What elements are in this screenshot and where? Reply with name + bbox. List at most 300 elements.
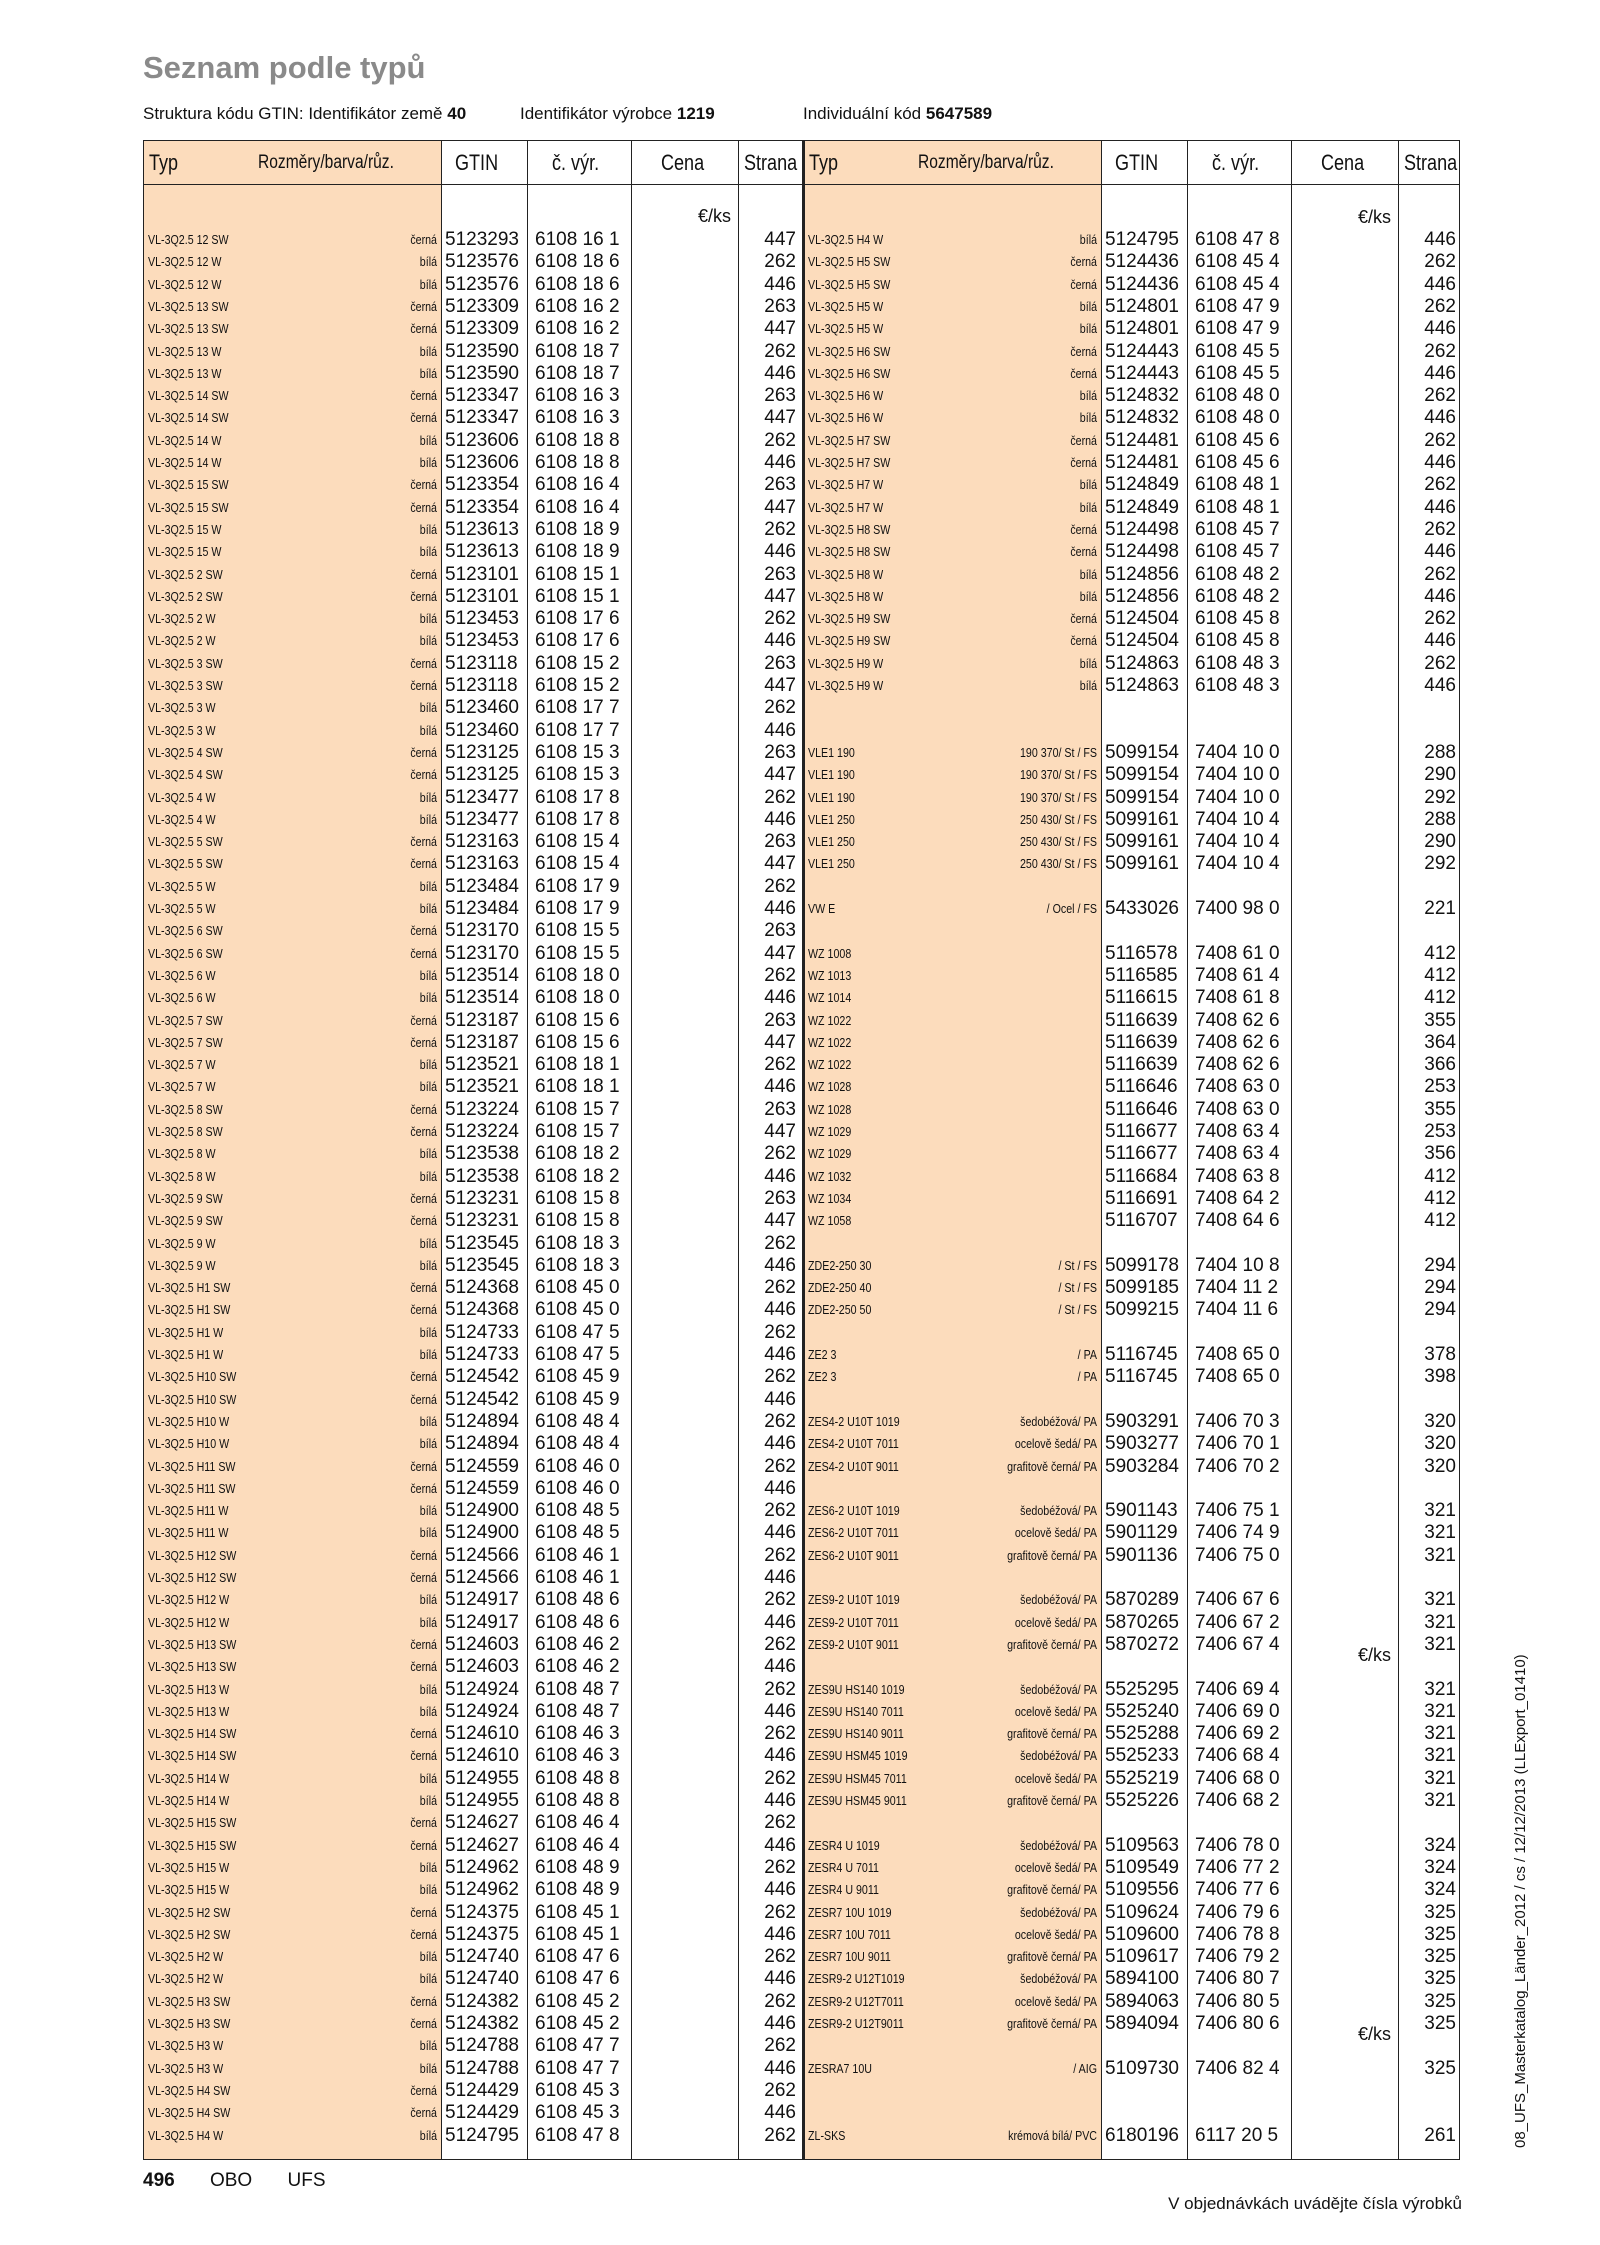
cell-typ: VL-3Q2.5 2 SW xyxy=(148,588,223,604)
cell-typ: VL-3Q2.5 H10 W xyxy=(148,1413,230,1429)
price-unit-label: €/ks xyxy=(1357,2024,1391,2045)
cell-rozmery: šedobéžová/ PA xyxy=(1020,1503,1097,1519)
cell-rozmery: šedobéžová/ PA xyxy=(1020,1592,1097,1608)
cell-typ: VL-3Q2.5 15 W xyxy=(148,521,222,537)
cell-gtin: 5123170 xyxy=(445,920,519,942)
cell-typ: WZ 1028 xyxy=(808,1101,852,1117)
cell-gtin: 5116684 xyxy=(1105,1165,1178,1187)
cell-typ: VL-3Q2.5 H3 W xyxy=(148,2038,224,2054)
cell-gtin: 5116646 xyxy=(1105,1098,1178,1120)
cell-strana: 294 xyxy=(1424,1254,1456,1276)
cell-cislo: 6108 45 7 xyxy=(1195,518,1280,540)
cell-rozmery: černá xyxy=(410,1012,437,1028)
header-typ: Typ xyxy=(809,150,839,175)
cell-rozmery: černá xyxy=(410,2105,437,2121)
cell-strana: 262 xyxy=(764,340,796,362)
cell-gtin: 5124962 xyxy=(445,1856,519,1878)
cell-rozmery: černá xyxy=(410,1748,437,1764)
cell-rozmery: grafitově černá/ PA xyxy=(1007,1882,1097,1898)
cell-typ: VL-3Q2.5 6 W xyxy=(148,990,216,1006)
cell-typ: ZESR7 10U 1019 xyxy=(808,1904,892,1920)
cell-cislo: 7404 10 0 xyxy=(1195,786,1280,808)
cell-strana: 447 xyxy=(764,764,796,786)
cell-strana: 262 xyxy=(764,1455,796,1477)
cell-typ: ZE2 3 xyxy=(808,1347,837,1362)
cell-typ: VL-3Q2.5 H11 W xyxy=(148,1503,229,1519)
cell-strana: 262 xyxy=(764,1500,796,1522)
cell-rozmery: černá xyxy=(410,923,437,939)
cell-typ: VL-3Q2.5 4 SW xyxy=(148,767,223,783)
cell-cislo: 6108 17 8 xyxy=(535,808,620,830)
cell-strana: 262 xyxy=(764,1232,796,1254)
cell-gtin: 5124443 xyxy=(1105,340,1179,362)
cell-rozmery: bílá xyxy=(419,1079,437,1095)
cell-cislo: 6108 18 9 xyxy=(535,541,620,563)
cell-rozmery: černá xyxy=(410,321,437,337)
cell-typ: WZ 1022 xyxy=(808,1034,852,1050)
cell-gtin: 5124917 xyxy=(445,1589,519,1611)
cell-strana: 262 xyxy=(764,1678,796,1700)
cell-strana: 446 xyxy=(764,1433,796,1455)
cell-typ: VL-3Q2.5 H3 W xyxy=(148,2060,224,2076)
cell-strana: 446 xyxy=(764,1567,796,1588)
cell-strana: 263 xyxy=(764,920,796,942)
cell-strana: 447 xyxy=(764,229,796,250)
cell-rozmery: ocelově šedá/ PA xyxy=(1014,1436,1097,1452)
cell-cislo: 6108 45 2 xyxy=(535,2013,620,2034)
cell-gtin: 5901143 xyxy=(1105,1500,1178,1522)
cell-cislo: 6108 46 4 xyxy=(535,1812,620,1834)
cell-cislo: 6108 16 4 xyxy=(535,474,620,496)
cell-typ: WZ 1014 xyxy=(808,990,852,1006)
cell-cislo: 6108 16 3 xyxy=(535,385,620,407)
cell-strana: 366 xyxy=(1424,1054,1456,1076)
cell-cislo: 6108 18 3 xyxy=(535,1254,620,1276)
cell-strana: 325 xyxy=(1424,1968,1456,1990)
cell-rozmery: černá xyxy=(1070,633,1097,649)
cell-cislo: 7406 69 2 xyxy=(1195,1723,1280,1745)
cell-cislo: 7406 75 1 xyxy=(1195,1500,1280,1522)
cell-strana: 263 xyxy=(764,1098,796,1120)
cell-strana: 321 xyxy=(1424,1745,1456,1767)
cell-rozmery: grafitově černá/ PA xyxy=(1007,1793,1097,1808)
cell-gtin: 5124504 xyxy=(1105,608,1179,630)
cell-strana: 325 xyxy=(1424,1946,1456,1968)
cell-strana: 321 xyxy=(1424,1611,1456,1633)
cell-strana: 262 xyxy=(764,1143,796,1165)
cell-typ: VL-3Q2.5 14 SW xyxy=(148,410,229,426)
cell-rozmery xyxy=(946,1121,1097,1143)
cell-cislo: 6108 17 9 xyxy=(535,898,620,919)
cell-gtin: 5109617 xyxy=(1105,1946,1179,1968)
cell-rozmery: černá xyxy=(1070,611,1097,627)
cell-gtin: 5124542 xyxy=(445,1388,519,1410)
cell-typ: VL-3Q2.5 9 SW xyxy=(148,1190,223,1206)
cell-typ: VL-3Q2.5 H13 SW xyxy=(148,1636,237,1652)
cell-rozmery: černá xyxy=(1070,276,1097,292)
cell-strana: 321 xyxy=(1424,1723,1456,1745)
cell-typ: VL-3Q2.5 H12 W xyxy=(148,1614,230,1630)
cell-cislo: 6108 47 9 xyxy=(1195,318,1280,340)
cell-typ: VL-3Q2.5 H15 SW xyxy=(148,1815,237,1831)
cell-gtin: 5099178 xyxy=(1105,1254,1179,1276)
cell-strana: 446 xyxy=(764,1344,796,1365)
cell-gtin: 5099161 xyxy=(1105,831,1179,853)
cell-typ: VL-3Q2.5 H5 SW xyxy=(808,276,891,292)
cell-gtin: 5123484 xyxy=(445,875,519,897)
cell-typ: VL-3Q2.5 H7 W xyxy=(808,499,884,515)
cell-rozmery: bílá xyxy=(419,1971,437,1987)
cell-rozmery: / PA xyxy=(1077,1347,1097,1362)
cell-cislo: 7408 64 6 xyxy=(1195,1210,1280,1232)
cell-cislo: 7404 11 2 xyxy=(1195,1277,1279,1299)
cell-gtin: 5903284 xyxy=(1105,1455,1179,1477)
cell-gtin: 5124788 xyxy=(445,2035,519,2057)
cell-cislo: 6108 45 0 xyxy=(535,1299,620,1321)
cell-strana: 288 xyxy=(1424,808,1456,830)
cell-strana: 263 xyxy=(764,1187,796,1209)
cell-strana: 446 xyxy=(1424,407,1456,429)
cell-cislo: 6108 15 1 xyxy=(535,563,620,585)
cell-rozmery: bílá xyxy=(419,700,437,716)
cell-gtin: 5123460 xyxy=(445,697,519,719)
cell-gtin: 5116615 xyxy=(1105,987,1178,1009)
cell-strana: 262 xyxy=(1424,385,1456,407)
cell-typ: VL-3Q2.5 H4 SW xyxy=(148,2082,231,2098)
cell-strana: 412 xyxy=(1424,987,1456,1009)
cell-gtin: 5116639 xyxy=(1105,1054,1178,1076)
cell-gtin: 5124894 xyxy=(445,1433,519,1455)
cell-gtin: 5123224 xyxy=(445,1098,519,1120)
cell-gtin: 5124856 xyxy=(1105,563,1179,585)
cell-gtin: 5124559 xyxy=(445,1455,519,1477)
cell-rozmery xyxy=(946,1166,1097,1188)
cell-rozmery xyxy=(946,1210,1097,1232)
cell-cislo: 6108 45 4 xyxy=(1195,251,1280,273)
cell-gtin: 5116691 xyxy=(1105,1187,1178,1209)
cell-rozmery: šedobéžová/ PA xyxy=(1020,1681,1097,1697)
cell-rozmery xyxy=(946,1188,1097,1210)
cell-rozmery: bílá xyxy=(419,1614,437,1630)
cell-rozmery: šedobéžová/ PA xyxy=(1020,1413,1097,1429)
cell-typ: VLE1 190 xyxy=(808,789,855,805)
cell-typ: ZES4-2 U10T 7011 xyxy=(808,1436,899,1452)
cell-strana: 262 xyxy=(764,2035,796,2057)
cell-gtin: 5116677 xyxy=(1105,1121,1178,1142)
cell-cislo: 7406 77 6 xyxy=(1195,1879,1280,1901)
cell-typ: VL-3Q2.5 H6 SW xyxy=(808,365,891,381)
cell-strana: 320 xyxy=(1424,1410,1456,1432)
cell-cislo: 6108 48 6 xyxy=(535,1589,620,1611)
cell-cislo: 7406 80 6 xyxy=(1195,2013,1280,2034)
cell-rozmery: bílá xyxy=(419,1525,437,1541)
cell-cislo: 6108 15 2 xyxy=(535,652,620,674)
cell-rozmery: černá xyxy=(1070,455,1097,470)
cell-strana: 446 xyxy=(764,1700,796,1722)
cell-typ: VL-3Q2.5 7 W xyxy=(148,1079,216,1095)
cell-strana: 263 xyxy=(764,385,796,407)
cell-strana: 412 xyxy=(1424,942,1456,964)
cell-strana: 355 xyxy=(1424,1009,1456,1031)
cell-strana: 321 xyxy=(1424,1633,1456,1655)
cell-gtin: 5123538 xyxy=(445,1165,519,1187)
cell-strana: 294 xyxy=(1424,1299,1456,1321)
cell-rozmery xyxy=(946,1076,1097,1098)
cell-rozmery: grafitově černá/ PA xyxy=(1007,1547,1097,1563)
cell-cislo: 6108 45 3 xyxy=(535,2079,620,2101)
cell-strana: 446 xyxy=(764,1745,796,1767)
cell-rozmery: černá xyxy=(1070,544,1097,560)
cell-typ: VL-3Q2.5 4 SW xyxy=(148,744,223,760)
cell-rozmery: bílá xyxy=(419,789,437,805)
cell-rozmery: bílá xyxy=(419,254,437,270)
cell-gtin: 5124559 xyxy=(445,1477,519,1499)
cell-cislo: 7406 68 0 xyxy=(1195,1767,1280,1789)
cell-strana: 446 xyxy=(764,808,796,830)
cell-strana: 446 xyxy=(764,273,796,295)
cell-rozmery: bílá xyxy=(419,1347,437,1362)
cell-typ: VL-3Q2.5 H6 W xyxy=(808,388,884,404)
cell-typ: VL-3Q2.5 14 W xyxy=(148,455,222,470)
cell-strana: 412 xyxy=(1424,964,1456,986)
cell-rozmery: bílá xyxy=(1079,678,1097,693)
cell-typ: VL-3Q2.5 2 W xyxy=(148,633,216,649)
cell-gtin: 5124801 xyxy=(1105,295,1179,317)
cell-strana: 446 xyxy=(764,1968,796,1990)
cell-rozmery: černá xyxy=(410,232,437,247)
cell-typ: ZL-SKS xyxy=(808,2127,846,2143)
column-divider xyxy=(631,140,632,2160)
cell-rozmery: bílá xyxy=(419,432,437,448)
cell-cislo: 6108 48 4 xyxy=(535,1410,620,1432)
cell-rozmery: / St / FS xyxy=(1058,1302,1097,1318)
cell-typ: VL-3Q2.5 12 W xyxy=(148,254,222,270)
cell-strana: 221 xyxy=(1424,898,1456,919)
cell-cislo: 7408 63 4 xyxy=(1195,1121,1280,1142)
cell-cislo: 6108 48 5 xyxy=(535,1522,620,1544)
cell-cislo: 6108 46 3 xyxy=(535,1723,620,1745)
cell-typ: VL-3Q2.5 3 SW xyxy=(148,678,223,693)
cell-gtin: 5903277 xyxy=(1105,1433,1179,1455)
cell-typ: ZESR7 10U 9011 xyxy=(808,1949,891,1965)
cell-gtin: 5525233 xyxy=(1105,1745,1179,1767)
cell-cislo: 6108 17 8 xyxy=(535,786,620,808)
cell-strana: 446 xyxy=(764,1388,796,1410)
cell-strana: 446 xyxy=(1424,273,1456,295)
cell-typ: VL-3Q2.5 H15 SW xyxy=(148,1837,237,1853)
column-divider xyxy=(441,140,442,2160)
type-list-table xyxy=(143,140,1460,2160)
cell-typ: VL-3Q2.5 15 W xyxy=(148,544,222,560)
page-footer xyxy=(143,2170,356,2192)
cell-typ: VL-3Q2.5 H5 W xyxy=(808,298,884,314)
cell-cislo: 7406 78 8 xyxy=(1195,1923,1280,1945)
cell-cislo: 6108 45 5 xyxy=(1195,340,1280,362)
cell-typ: ZES9U HSM45 7011 xyxy=(808,1770,907,1786)
cell-gtin: 5123224 xyxy=(445,1121,519,1142)
cell-typ: VL-3Q2.5 13 W xyxy=(148,365,222,381)
cell-strana: 446 xyxy=(764,1790,796,1811)
cell-typ: VL-3Q2.5 H2 SW xyxy=(148,1904,231,1920)
cell-strana: 262 xyxy=(1424,518,1456,540)
cell-gtin: 5124375 xyxy=(445,1923,519,1945)
cell-strana: 447 xyxy=(764,1031,796,1053)
cell-strana: 321 xyxy=(1424,1767,1456,1789)
cell-typ: ZES9U HSM45 1019 xyxy=(808,1748,908,1764)
cell-strana: 446 xyxy=(1424,318,1456,340)
cell-strana: 446 xyxy=(764,719,796,741)
cell-rozmery: bílá xyxy=(419,1882,437,1898)
cell-strana: 325 xyxy=(1424,1990,1456,2012)
cell-gtin: 5525226 xyxy=(1105,1790,1179,1811)
cell-rozmery: černá xyxy=(410,1391,437,1407)
cell-typ: VL-3Q2.5 H8 W xyxy=(808,588,884,604)
cell-cislo: 6108 46 0 xyxy=(535,1455,620,1477)
cell-typ: VL-3Q2.5 H3 SW xyxy=(148,1993,231,2009)
cell-cislo: 7406 77 2 xyxy=(1195,1856,1280,1878)
cell-rozmery: bílá xyxy=(419,1503,437,1519)
cell-strana: 446 xyxy=(1424,362,1456,384)
cell-cislo: 6108 48 6 xyxy=(535,1611,620,1633)
cell-strana: 262 xyxy=(764,697,796,719)
cell-strana: 398 xyxy=(1424,1366,1456,1388)
cell-gtin: 5525295 xyxy=(1105,1678,1179,1700)
cell-rozmery: 190 370/ St / FS xyxy=(1019,789,1097,805)
cell-typ: VL-3Q2.5 5 W xyxy=(148,901,216,916)
cell-rozmery xyxy=(946,965,1097,987)
cell-cislo: 6108 47 5 xyxy=(535,1344,620,1365)
cell-strana: 263 xyxy=(764,295,796,317)
cell-typ: WZ 1013 xyxy=(808,967,852,983)
cell-rozmery: bílá xyxy=(419,2038,437,2054)
cell-strana: 262 xyxy=(764,1901,796,1923)
cell-gtin: 5525219 xyxy=(1105,1767,1179,1789)
cell-typ: VLE1 250 xyxy=(808,856,855,872)
cell-cislo: 6108 45 6 xyxy=(1195,429,1280,451)
cell-rozmery: bílá xyxy=(419,901,437,916)
cell-cislo: 6108 18 0 xyxy=(535,964,620,986)
cell-rozmery: bílá xyxy=(419,878,437,894)
cell-cislo: 7404 10 0 xyxy=(1195,764,1280,786)
cell-strana: 325 xyxy=(1424,1901,1456,1923)
cell-rozmery xyxy=(946,1099,1097,1121)
cell-gtin: 5123453 xyxy=(445,630,519,652)
cell-gtin: 5123187 xyxy=(445,1031,519,1053)
cell-gtin: 5116646 xyxy=(1105,1076,1178,1098)
cell-typ: VL-3Q2.5 5 SW xyxy=(148,834,223,850)
cell-rozmery: grafitově černá/ PA xyxy=(1007,1636,1097,1652)
cell-rozmery: bílá xyxy=(1079,321,1097,337)
half-divider xyxy=(802,140,805,2160)
cell-gtin: 5124788 xyxy=(445,2057,519,2079)
cell-gtin: 5124733 xyxy=(445,1344,519,1365)
cell-typ: ZES9-2 U10T 7011 xyxy=(808,1614,899,1630)
header-cena: Cena xyxy=(661,150,705,175)
cell-cislo: 6108 45 9 xyxy=(535,1366,620,1388)
cell-typ: VL-3Q2.5 H5 SW xyxy=(808,254,891,270)
cell-gtin: 5109563 xyxy=(1105,1834,1179,1856)
cell-cislo: 6108 15 1 xyxy=(535,585,620,607)
cell-strana: 447 xyxy=(764,853,796,875)
cell-typ: VL-3Q2.5 H14 W xyxy=(148,1793,230,1808)
cell-rozmery: černá xyxy=(410,1570,437,1585)
cell-strana: 446 xyxy=(1424,452,1456,473)
cell-strana: 446 xyxy=(764,2057,796,2079)
cell-rozmery: bílá xyxy=(419,276,437,292)
cell-rozmery: černá xyxy=(410,1547,437,1563)
header-strana: Strana xyxy=(744,150,798,175)
cell-strana: 253 xyxy=(1424,1076,1456,1098)
cell-rozmery: bílá xyxy=(419,1436,437,1452)
column-divider xyxy=(1459,140,1460,2160)
price-unit-label: €/ks xyxy=(697,206,731,226)
cell-gtin: 5123187 xyxy=(445,1009,519,1031)
cell-gtin: 5123347 xyxy=(445,385,519,407)
cell-cislo: 7406 78 0 xyxy=(1195,1834,1280,1856)
cell-strana: 446 xyxy=(1424,541,1456,563)
cell-strana: 262 xyxy=(764,1767,796,1789)
cell-rozmery xyxy=(946,1143,1097,1165)
cell-cislo: 7400 98 0 xyxy=(1195,898,1280,919)
cell-rozmery: bílá xyxy=(419,722,437,738)
cell-strana: 262 xyxy=(764,1723,796,1745)
gtin-country-label: Struktura kódu GTIN: Identifikátor země 40 xyxy=(143,104,467,123)
cell-cislo: 7406 70 3 xyxy=(1195,1410,1280,1432)
cell-gtin: 5109730 xyxy=(1105,2057,1179,2079)
cell-typ: VL-3Q2.5 H10 W xyxy=(148,1436,230,1452)
cell-rozmery: krémová bílá/ PVC xyxy=(1008,2127,1097,2143)
cell-strana: 447 xyxy=(764,1210,796,1232)
cell-rozmery: bílá xyxy=(419,1949,437,1965)
cell-cislo: 6108 16 1 xyxy=(535,229,620,250)
cell-strana: 292 xyxy=(1424,786,1456,808)
cell-gtin: 5124801 xyxy=(1105,318,1179,340)
cell-typ: VL-3Q2.5 13 SW xyxy=(148,298,229,314)
cell-gtin: 5124627 xyxy=(445,1834,519,1856)
cell-rozmery: ocelově šedá/ PA xyxy=(1014,1525,1097,1541)
cell-cislo: 6108 17 7 xyxy=(535,719,620,741)
cell-strana: 262 xyxy=(764,1366,796,1388)
cell-strana: 253 xyxy=(1424,1121,1456,1142)
cell-gtin: 5870265 xyxy=(1105,1611,1179,1633)
cell-gtin: 5124627 xyxy=(445,1812,519,1834)
cell-gtin: 5124849 xyxy=(1105,496,1179,518)
column-divider xyxy=(1187,140,1188,2160)
cell-typ: VL-3Q2.5 13 W xyxy=(148,343,222,359)
cell-rozmery xyxy=(946,1032,1097,1054)
cell-strana: 446 xyxy=(764,1165,796,1187)
cell-rozmery: černá xyxy=(410,499,437,515)
header-cislo: č. výr. xyxy=(552,150,600,175)
cell-cislo: 6108 45 1 xyxy=(535,1923,620,1945)
cell-gtin: 5123538 xyxy=(445,1143,519,1165)
cell-rozmery: bílá xyxy=(419,1770,437,1786)
gtin-individual-label: Individuální kód 5647589 xyxy=(803,104,993,123)
cell-typ: VL-3Q2.5 H11 SW xyxy=(148,1458,236,1474)
cell-cislo: 6108 18 7 xyxy=(535,340,620,362)
cell-cislo: 7408 61 4 xyxy=(1195,964,1280,986)
cell-cislo: 6108 45 4 xyxy=(1195,273,1280,295)
cell-strana: 263 xyxy=(764,474,796,496)
cell-cislo: 6108 15 4 xyxy=(535,853,620,875)
cell-typ: VL-3Q2.5 H1 SW xyxy=(148,1302,231,1318)
cell-rozmery: černá xyxy=(410,1993,437,2009)
cell-strana: 446 xyxy=(764,362,796,384)
cell-cislo: 6108 45 7 xyxy=(1195,541,1280,563)
cell-typ: VL-3Q2.5 H6 W xyxy=(808,410,884,426)
cell-gtin: 5116745 xyxy=(1105,1366,1178,1388)
cell-cislo: 6108 17 6 xyxy=(535,630,620,652)
